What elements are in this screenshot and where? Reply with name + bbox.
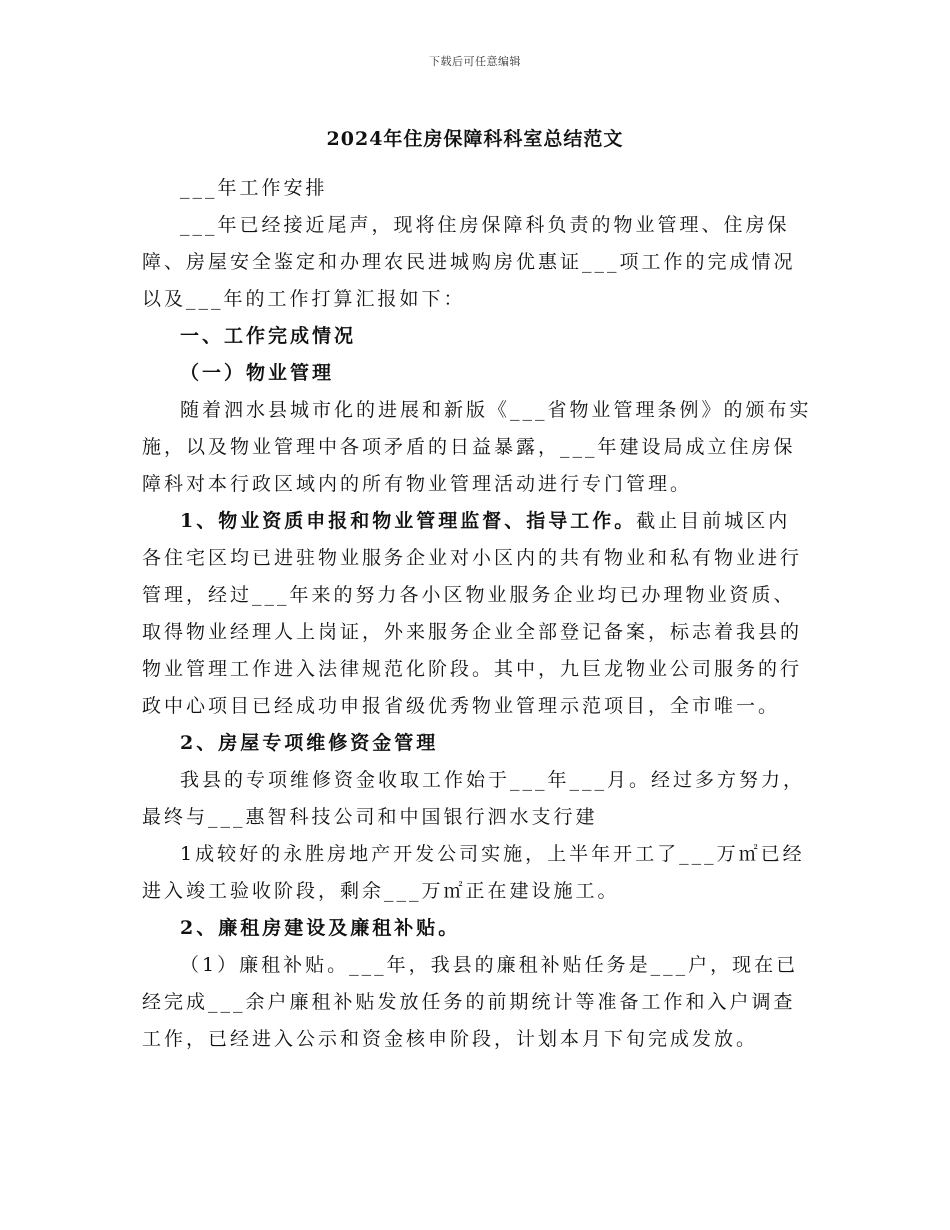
heading-work-completion: 一、工作完成情况 — [180, 325, 357, 347]
paragraph-construction: 1成较好的永胜房地产开发公司实施，上半年开工了___万㎡已经进入竣工验收阶段，剩余___万㎡正在建设施工。 — [142, 843, 805, 902]
paragraph-property-background: 随着泗水县城市化的进展和新版《___省物业管理条例》的颁布实施，以及物业管理中各项矛盾的日益暴露，___年建设局成立住房保障科对本行政区域内的所有物业管理活动进行专门管理。 — [142, 399, 812, 495]
heading-low-rent-housing: 2、廉租房建设及廉租补贴。 — [180, 917, 461, 939]
document-body — [142, 170, 812, 1058]
paragraph-work-plan: ___年工作安排 — [180, 177, 328, 199]
heading-property-management: （一）物业管理 — [180, 362, 335, 384]
qualification-lead: 1、物业资质申报和物业管理监督、指导工作。 — [180, 510, 637, 532]
header-note: 下载后可任意编辑 — [429, 55, 521, 68]
document-title: 2024年住房保障科科室总结范文 — [326, 128, 624, 150]
paragraph-qualification — [142, 503, 812, 725]
paragraph-low-rent-subsidy: （1）廉租补贴。___年，我县的廉租补贴任务是___户，现在已经完成___余户廉租补贴发放任务的前期统计等准备工作和入户调查工作，已经进入公示和资金核申阶段，计划本月下旬完成发放。 — [142, 954, 799, 1050]
paragraph-intro: ___年已经接近尾声，现将住房保障科负责的物业管理、住房保障、房屋安全鉴定和办理农民进城购房优惠证___项工作的完成情况以及___年的工作打算汇报如下： — [142, 214, 796, 310]
heading-maintenance-fund: 2、房屋专项维修资金管理 — [180, 732, 439, 754]
qualification-text: 截止目前城区内各住宅区均已进驻物业服务企业对小区内的共有物业和私有物业进行管理，经过___年来的努力各小区物业服务企业均已办理物业资质、取得物业经理人上岗证，外来服务企业全部登记备案，标志着我县的物业管理工作进入法律规范化阶段。其中，九巨龙物业公司服务的行政中心项目已经成功申报省级优秀物业管理示范项目，全市唯一。 — [142, 510, 803, 717]
paragraph-maintenance-fund: 我县的专项维修资金收取工作始于___年___月。经过多方努力，最终与___惠智科技公司和中国银行泗水支行建 — [142, 769, 806, 828]
